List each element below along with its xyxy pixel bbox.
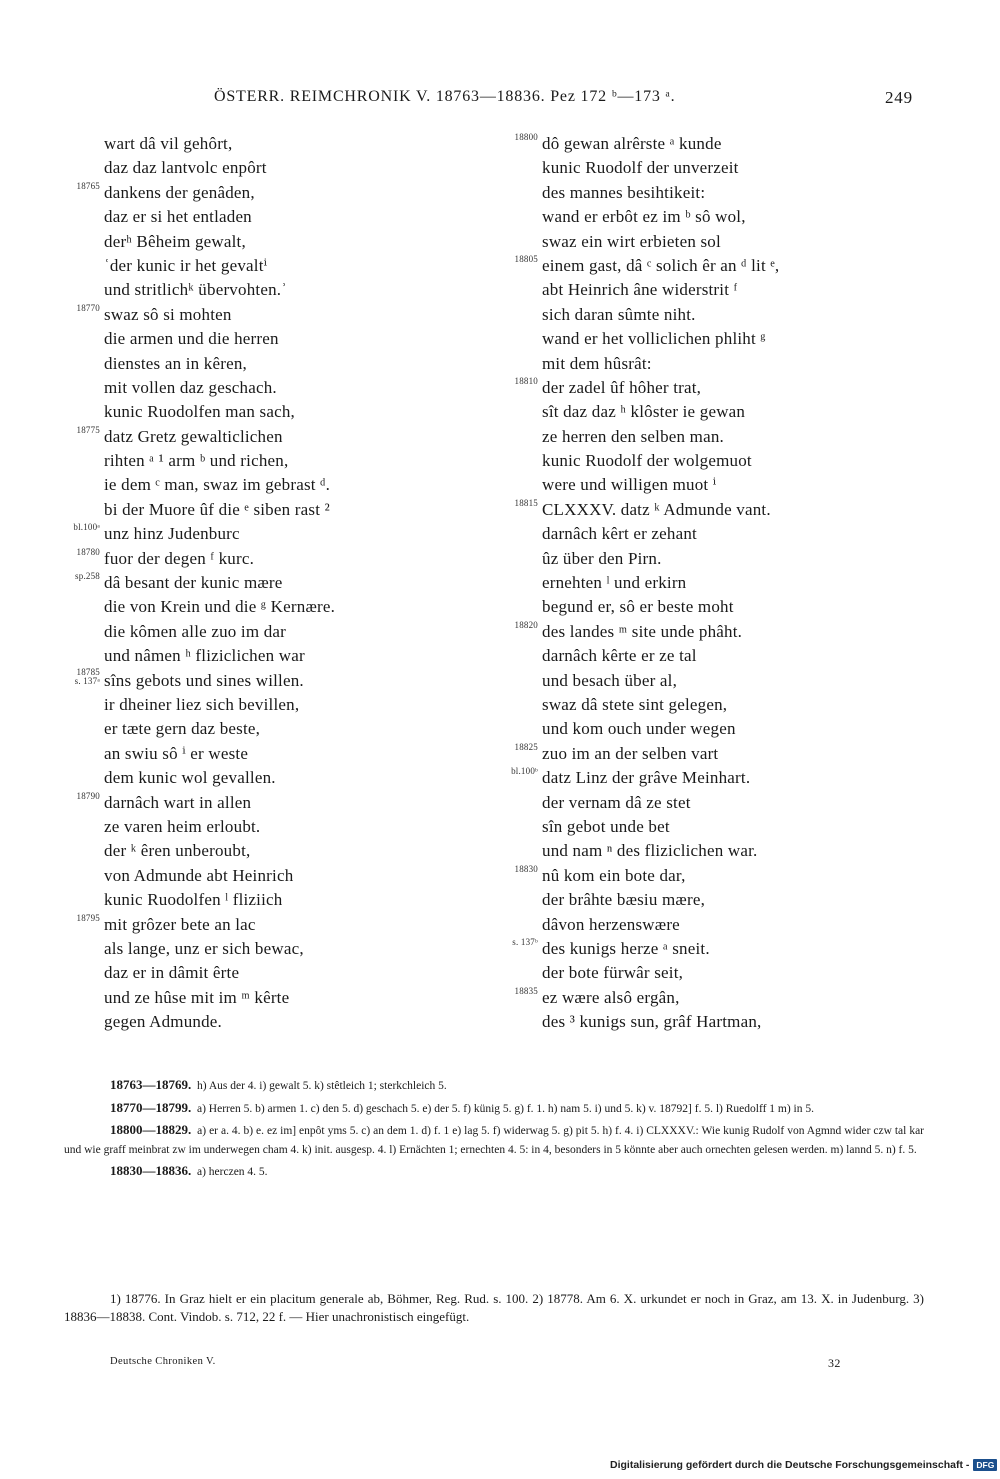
verse-line <box>512 936 779 961</box>
verse-text: begund er, sô er beste moht <box>542 597 734 617</box>
line-number: 18810 <box>514 375 538 386</box>
verse-text: fuor der degen ᶠ kurc. <box>104 548 255 568</box>
verse-text: kunic Ruodolfen ˡ fliziich <box>104 890 283 910</box>
verse-line <box>542 913 779 937</box>
verse-line <box>104 888 335 912</box>
verse-text: und besach über al, <box>542 670 678 690</box>
verse-line <box>542 644 779 668</box>
verse-text: sîns gebots und sines willen. <box>104 670 304 690</box>
verse-text: bi der Muore ûf die ᵉ siben rast ² <box>104 499 330 519</box>
verse-line <box>104 766 335 790</box>
apparatus-entry <box>64 1121 924 1159</box>
dfg-logo-icon: DFG <box>973 1459 997 1471</box>
verse-line <box>542 961 779 985</box>
verse-line <box>514 375 779 400</box>
line-number: 18790 <box>76 790 100 801</box>
line-number: 18805 <box>514 253 538 264</box>
verse-line <box>542 473 779 497</box>
verse-text: zuo im an der selben vart <box>542 743 719 763</box>
running-title: ÖSTERR. REIMCHRONIK V. 18763—18836. Pez 172 ᵇ—173 ᵃ. <box>214 88 676 105</box>
verse-text: die von Krein und die ᵍ Kernære. <box>104 597 336 617</box>
verse-text: an swiu sô ⁱ er weste <box>104 743 249 763</box>
verse-text: daz er in dâmit êrte <box>104 963 240 983</box>
verse-line <box>542 791 779 815</box>
verse-text: kunic Ruodolfen man sach, <box>104 402 296 422</box>
verse-line <box>542 327 779 351</box>
apparatus-entry <box>64 1162 924 1182</box>
verse-text: ir dheiner liez sich bevillen, <box>104 694 300 714</box>
verse-text: daz daz lantvolc enpôrt <box>104 158 267 178</box>
verse-line <box>542 278 779 302</box>
page-number: 249 <box>885 88 913 107</box>
apparatus-entry <box>64 1099 924 1119</box>
verse-line <box>104 1010 335 1034</box>
right-verse-column <box>511 132 780 1034</box>
apparatus-text: a) er a. 4. b) e. ez im] enpôt yms 5. c) an dem 1. d) f. 1 e) lag 5. f) widerwag 5. g) pit 5. h) f. 4. i) CLXXXV.: Wie kunig Rudolf von Agmnd wider czw tal kar und wie graff meinbrat zw im underwegen cham 4. k) init. ausgesp. 4. l) Ernächten 1; ernechten 4. 5: in 4, besonders in 5 könnte aber auch ornechten gelesen werden. m) lannd 5. n) f. 5. <box>64 1125 924 1156</box>
signature-mark: Deutsche Chroniken V. <box>110 1356 216 1367</box>
verse-text: CLXXXV. datz ᵏ Admunde vant. <box>542 499 771 519</box>
verse-line <box>104 595 335 619</box>
verse-text: darnâch kêrte er ze tal <box>542 646 697 666</box>
verse-line <box>73 522 335 546</box>
dfg-banner-text: Digitalisierung gefördert durch die Deutsche Forschungsgemeinschaft - <box>610 1459 970 1471</box>
verse-text: die kômen alle zuo im dar <box>104 621 287 641</box>
line-number: sp.258 <box>75 571 100 582</box>
line-number: 18780 <box>76 546 100 557</box>
verse-line <box>542 669 779 693</box>
line-number: 18835 <box>514 985 538 996</box>
apparatus-text: a) herczen 4. 5. <box>197 1166 268 1179</box>
verse-line <box>542 547 779 571</box>
verse-text: dâ besant der kunic mære <box>104 573 283 593</box>
verse-line <box>542 400 779 424</box>
verse-text: mit grôzer bete an lac <box>104 914 256 934</box>
verse-text: dem kunic wol gevallen. <box>104 768 276 788</box>
verse-line <box>104 254 335 278</box>
verse-text: ûz über den Pirn. <box>542 548 662 568</box>
verse-line <box>104 644 335 668</box>
verse-line <box>104 278 335 302</box>
verse-text: ernehten ˡ und erkirn <box>542 573 687 593</box>
verse-text: wand er erbôt ez im ᵇ sô wol, <box>542 207 746 227</box>
verse-line <box>542 522 779 546</box>
line-number: 18770 <box>76 302 100 313</box>
verse-line <box>511 766 779 790</box>
verse-text: rihten ᵃ ¹ arm ᵇ und richen, <box>104 451 289 471</box>
critical-apparatus <box>64 1076 924 1185</box>
verse-text: der ᵏ êren unberoubt, <box>104 841 251 861</box>
verse-line <box>104 620 335 644</box>
verse-line <box>104 815 335 839</box>
verse-text: und nâmen ʰ fliziclichen war <box>104 646 305 666</box>
verse-line <box>104 352 335 376</box>
verse-text: dienstes an in kêren, <box>104 353 247 373</box>
verse-line <box>542 303 779 327</box>
line-number: bl.100ᵇ <box>511 766 538 777</box>
verse-text: ze herren den selben man. <box>542 426 724 446</box>
apparatus-range: 18763—18769. <box>110 1077 192 1092</box>
verse-text: sich daran sûmte niht. <box>542 304 696 324</box>
verse-text: und nam ⁿ des fliziclichen war. <box>542 841 758 861</box>
verse-text: der vernam dâ ze stet <box>542 792 691 812</box>
verse-line <box>104 376 335 400</box>
apparatus-entry <box>64 1076 924 1096</box>
verse-text: darnâch wart in allen <box>104 792 252 812</box>
verse-text: datz Linz der grâve Meinhart. <box>542 768 751 788</box>
line-number: bl.100ᵃ <box>73 522 100 533</box>
sheet-number: 32 <box>828 1356 841 1370</box>
verse-line <box>542 449 779 473</box>
verse-line <box>542 205 779 229</box>
line-number: 18795 <box>76 912 100 923</box>
verse-line <box>76 424 335 449</box>
verse-text: und stritlichᵏ übervohten.ʾ <box>104 280 288 300</box>
verse-text: ie dem ᶜ man, swaz im gebrast ᵈ. <box>104 475 331 495</box>
verse-text: er tæte gern daz beste, <box>104 719 261 739</box>
verse-text: darnâch kêrt er zehant <box>542 524 697 544</box>
verse-line <box>514 497 779 522</box>
verse-text: mit vollen daz geschach. <box>104 377 277 397</box>
verse-text: swaz sô si mohten <box>104 304 232 324</box>
line-number: 18800 <box>514 132 538 142</box>
verse-text: die armen und die herren <box>104 329 279 349</box>
verse-line <box>76 302 335 327</box>
verse-text: kunic Ruodolf der wolgemuot <box>542 451 752 471</box>
verse-line <box>542 352 779 376</box>
verse-line <box>104 498 335 522</box>
verse-text: swaz ein wirt erbieten sol <box>542 231 721 251</box>
verse-line <box>542 156 779 180</box>
verse-text: unz hinz Judenburc <box>104 524 240 544</box>
verse-text: wand er het volliclichen phliht ᵍ <box>542 329 766 349</box>
verse-line <box>76 546 335 571</box>
apparatus-range: 18830—18836. <box>110 1163 192 1179</box>
verse-line <box>104 864 335 888</box>
line-number: 18830 <box>514 863 538 874</box>
apparatus-range: 18800—18829. <box>110 1122 192 1138</box>
page-header <box>0 88 1000 112</box>
verse-text: des landes ᵐ site unde phâht. <box>542 621 743 641</box>
verse-line <box>104 230 335 254</box>
verse-line <box>104 717 335 741</box>
verse-line <box>104 327 335 351</box>
verse-line <box>104 742 335 766</box>
verse-text: dô gewan alrêrste ᵃ kunde <box>542 134 722 153</box>
verse-text: ʿder kunic ir het gevaltⁱ <box>104 255 268 275</box>
verse-line <box>104 400 335 424</box>
verse-text: nû kom ein bote dar, <box>542 865 686 885</box>
line-number: 18820 <box>514 619 538 630</box>
verse-text: ze varen heim erloubt. <box>104 816 261 836</box>
verse-text: und ze hûse mit im ᵐ kêrte <box>104 987 290 1007</box>
verse-text: were und willigen muot ⁱ <box>542 475 717 495</box>
verse-text: kunic Ruodolf der unverzeit <box>542 158 739 178</box>
verse-line <box>104 449 335 473</box>
left-verse-column <box>73 132 336 1034</box>
line-number: 18765 <box>76 180 100 191</box>
verse-line <box>542 425 779 449</box>
verse-line <box>104 156 335 180</box>
verse-line <box>542 839 779 863</box>
verse-text: sît daz daz ʰ klôster ie gewan <box>542 402 746 422</box>
line-number: s. 137ᵇ <box>512 936 538 947</box>
dfg-banner[interactable] <box>610 1459 997 1473</box>
apparatus-range: 18770—18799. <box>110 1099 192 1115</box>
verse-line <box>104 473 335 497</box>
verse-line <box>104 839 335 863</box>
verse-text: einem gast, dâ ᶜ solich êr an ᵈ lit ᵉ, <box>542 255 780 275</box>
verse-line <box>542 571 779 595</box>
verse-line <box>542 595 779 619</box>
verse-text: sîn gebot unde bet <box>542 816 670 836</box>
verse-line <box>542 815 779 839</box>
line-number: 18785 s. 137ᵃ <box>74 666 100 686</box>
verse-line <box>542 1010 779 1034</box>
verse-text: wart dâ vil gehôrt, <box>104 134 233 153</box>
verse-text: daz er si het entladen <box>104 207 252 227</box>
footnote-text: 1) 18776. In Graz hielt er ein placitum generale ab, Böhmer, Reg. Rud. s. 100. 2) 18778. Am 6. X. urkundet er noch in Graz, am 13. X. in Judenburg. 3) 18836—18838. Cont. Vindob. s. 712, 22 f. — Hier unachronistisch eingefügt. <box>64 1291 924 1324</box>
verse-line <box>514 253 780 278</box>
verse-line <box>104 986 335 1010</box>
apparatus-text: a) Herren 5. b) armen 1. c) den 5. d) geschach 5. e) der 5. f) künig 5. g) f. 1. h) nam 5. i) und 5. k) v. 18792] f. 5. l) Ruedolff 1 m) in 5. <box>197 1102 814 1115</box>
verse-line <box>542 717 779 741</box>
verse-line <box>514 132 779 156</box>
verse-line <box>74 666 335 693</box>
verse-line <box>104 205 335 229</box>
verse-text: datz Gretz gewalticlichen <box>104 426 283 446</box>
verse-line <box>514 985 779 1010</box>
verse-text: des mannes besihtikeit: <box>542 182 706 202</box>
verse-text: und kom ouch under wegen <box>542 719 736 739</box>
verse-text: ez wære alsô ergân, <box>542 987 680 1007</box>
verse-text: mit dem hûsrât: <box>542 353 652 373</box>
verse-text: des kunigs herze ᵃ sneit. <box>542 938 710 958</box>
verse-text: der brâhte bæsiu mære, <box>542 890 706 910</box>
line-number: 18825 <box>514 741 538 752</box>
verse-text: als lange, unz er sich bewac, <box>104 938 304 958</box>
verse-line <box>542 693 779 717</box>
verse-line <box>76 790 335 815</box>
verse-text: der bote fürwâr seit, <box>542 963 684 983</box>
verse-text: swaz dâ stete sint gelegen, <box>542 694 728 714</box>
verse-line <box>514 863 779 888</box>
verse-line <box>542 888 779 912</box>
verse-line <box>104 693 335 717</box>
verse-text: der zadel ûf hôher trat, <box>542 377 702 397</box>
footnotes <box>64 1290 924 1325</box>
verse-line <box>542 230 779 254</box>
verse-line <box>104 961 335 985</box>
verse-line <box>542 181 779 205</box>
line-number: 18775 <box>76 424 100 435</box>
verse-text: von Admunde abt Heinrich <box>104 865 294 885</box>
apparatus-text: h) Aus der 4. i) gewalt 5. k) stêtleich 1; sterkchleich 5. <box>197 1080 447 1092</box>
verse-line <box>76 180 335 205</box>
verse-line <box>104 937 335 961</box>
verse-line <box>104 132 335 156</box>
verse-line <box>514 741 779 766</box>
verse-text: derʰ Bêheim gewalt, <box>104 231 246 251</box>
verse-line <box>76 912 335 937</box>
verse-line <box>75 571 335 595</box>
verse-text: dankens der genâden, <box>104 182 255 202</box>
verse-text: gegen Admunde. <box>104 1012 222 1032</box>
line-number: 18815 <box>514 497 538 508</box>
verse-text: des ³ kunigs sun, grâf Hartman, <box>542 1012 762 1032</box>
verse-text: dâvon herzenswære <box>542 914 680 934</box>
verse-text: abt Heinrich âne widerstrit ᶠ <box>542 280 738 300</box>
verse-line <box>514 619 779 644</box>
